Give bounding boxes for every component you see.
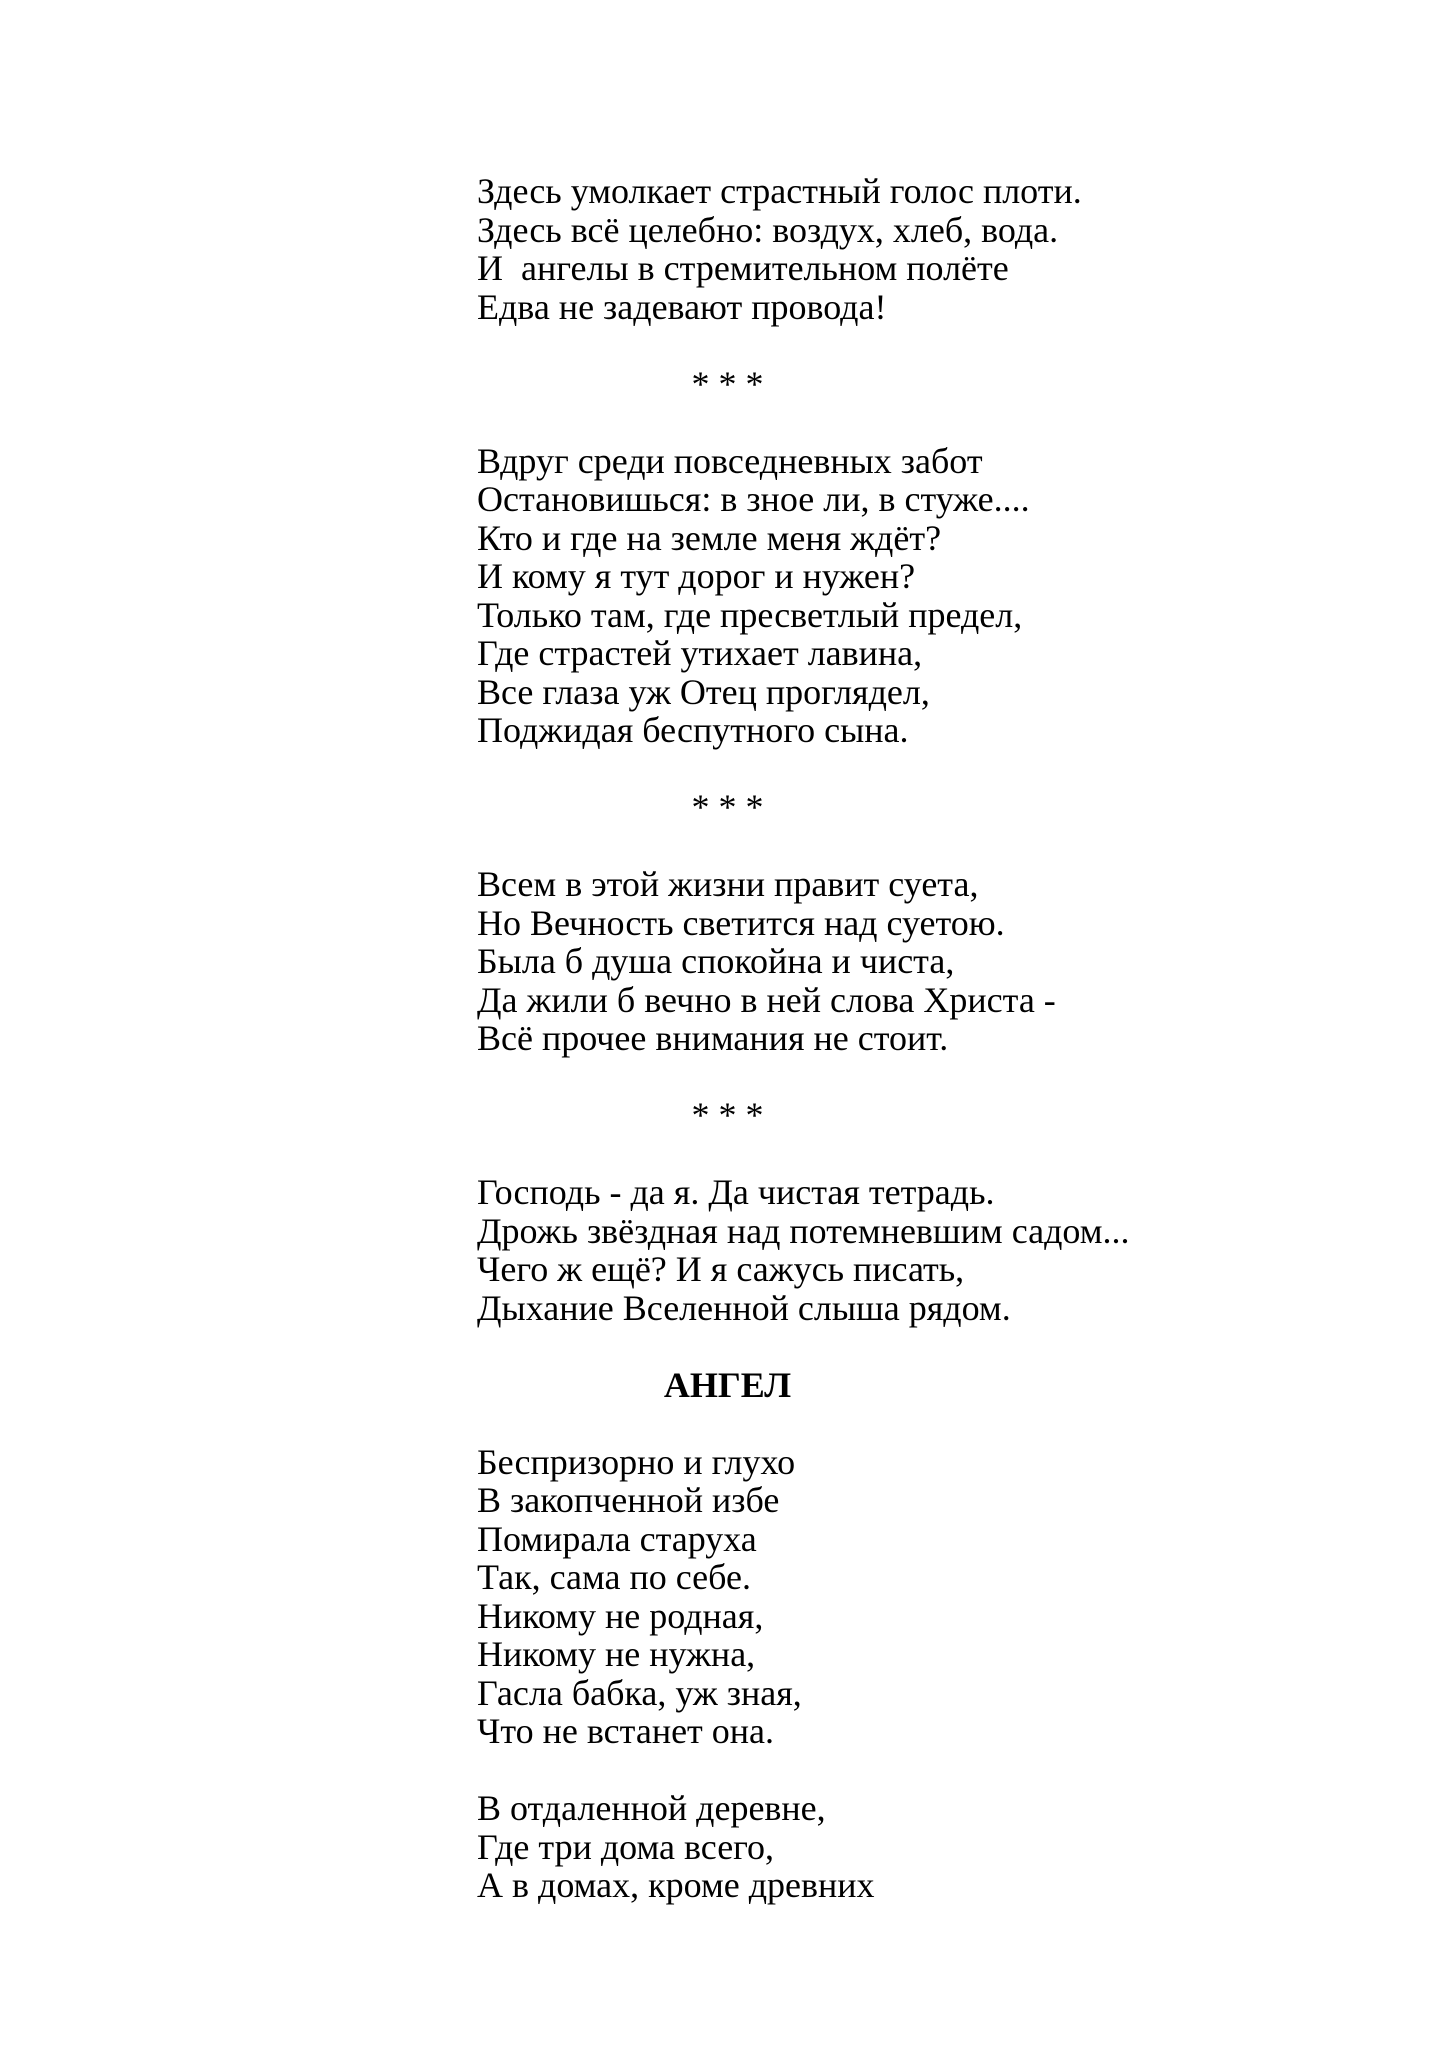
poem-line: Дрожь звёздная над потемневшим садом... (477, 1210, 1130, 1251)
poem-line: И ангелы в стремительном полёте (477, 248, 1009, 288)
poem-line: Остановишься: в зное ли, в стуже.... (477, 479, 1030, 519)
poem-line: Вдруг среди повседневных забот (477, 440, 983, 481)
poem-title: АНГЕЛ (663, 1364, 792, 1405)
poem-line: Так, сама по себе. (477, 1557, 751, 1597)
poem-line: И кому я тут дорог и нужен? (477, 556, 916, 596)
poem-line: Только там, где пресветлый предел, (477, 594, 1023, 635)
stanza (0, 1789, 1455, 1905)
poem-line: В отдаленной деревне, (477, 1788, 826, 1828)
poem-line: А в домах, кроме древних (477, 1865, 875, 1905)
poem-line: Помирала старуха (477, 1518, 757, 1559)
poem-line: Здесь умолкает страстный голос плоти. (477, 171, 1082, 211)
poem-line: Чего ж ещё? И я сажусь писать, (477, 1249, 965, 1289)
poem-line: Да жили б вечно в ней слова Христа - (477, 979, 1056, 1020)
poem-line: Никому не нужна, (477, 1634, 756, 1674)
poem-line: Всем в этой жизни правит суета, (477, 864, 979, 904)
poem-line: Поджидая беспутного сына. (477, 710, 909, 750)
poem-line: Что не встанет она. (477, 1711, 775, 1751)
stanza (0, 1173, 1455, 1327)
stanza-separator: * * * (691, 787, 764, 827)
poem-line: Никому не родная, (477, 1595, 764, 1636)
poem-line: Всё прочее внимания не стоит. (477, 1018, 949, 1058)
stanza-separator: * * * (691, 1095, 764, 1135)
poem-line: Беспризорно и глухо (477, 1441, 796, 1482)
poem-line: Господь - да я. Да чистая тетрадь. (477, 1172, 995, 1212)
poem-line: Где три дома всего, (477, 1826, 775, 1867)
stanza-separator: * * * (691, 363, 764, 404)
stanza (0, 442, 1455, 750)
stanza (0, 1443, 1455, 1751)
poem-line: Но Вечность светится над суетою. (477, 902, 1005, 943)
poems-content (0, 172, 1455, 1943)
poem-line: Кто и где на земле меня ждёт? (477, 517, 942, 558)
poem-line: Здесь всё целебно: воздух, хлеб, вода. (477, 209, 1059, 250)
poem-line: Где страстей утихает лавина, (477, 633, 923, 673)
poem-line: Гасла бабка, уж зная, (477, 1672, 802, 1713)
poem-line: В закопченной избе (477, 1480, 780, 1520)
poem-line: Дыхание Вселенной слыша рядом. (477, 1287, 1011, 1328)
poem-line: Едва не задевают провода! (477, 286, 887, 327)
stanza (0, 172, 1455, 326)
poem-line: Все глаза уж Отец проглядел, (477, 671, 930, 712)
poem-line: Была б душа спокойна и чиста, (477, 941, 955, 981)
stanza (0, 865, 1455, 1058)
